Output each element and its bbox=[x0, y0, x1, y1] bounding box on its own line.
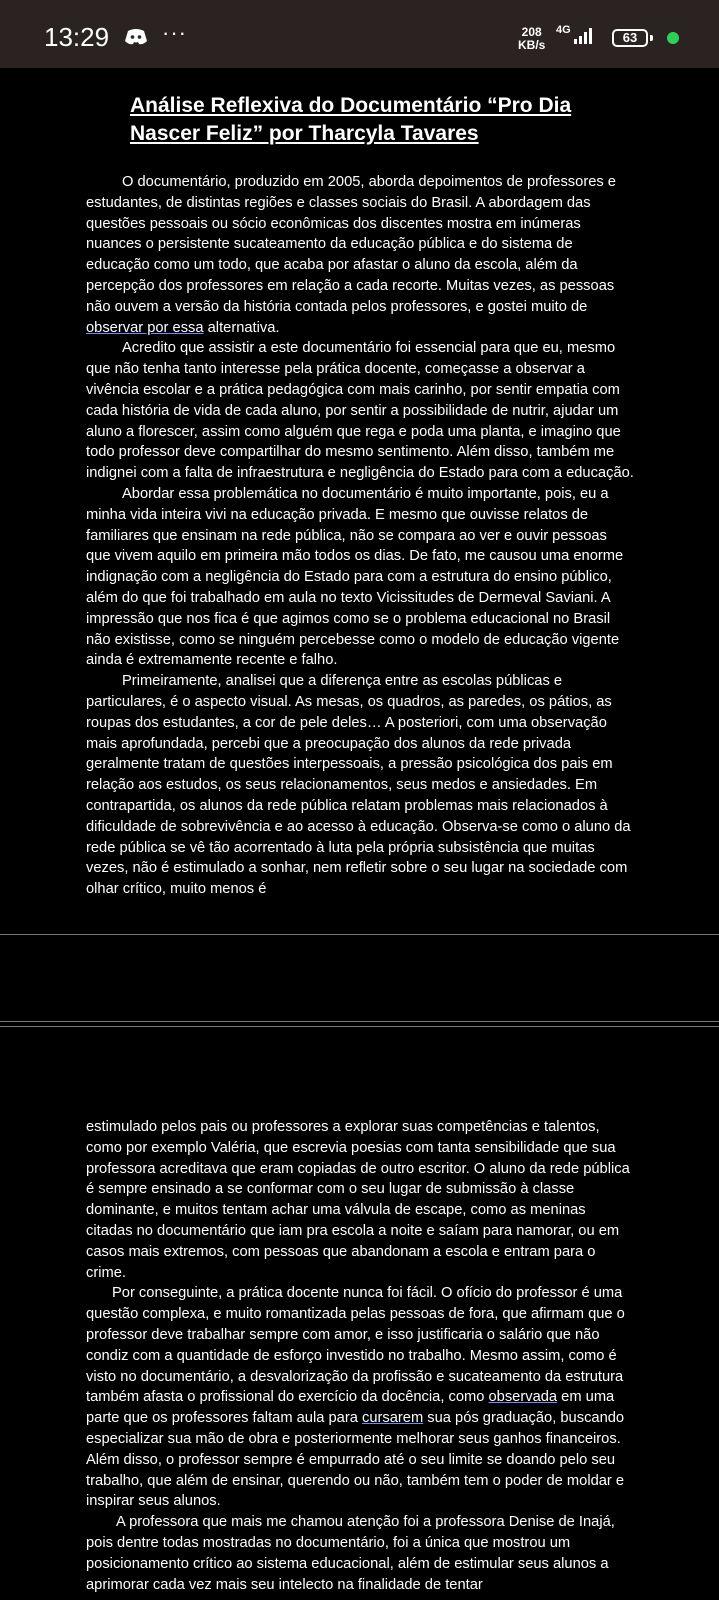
network-speed bbox=[518, 26, 545, 52]
signal-icon bbox=[572, 26, 592, 51]
clock: 13:29 bbox=[44, 22, 110, 52]
battery-tip bbox=[650, 35, 653, 41]
paragraph: Abordar essa problemática no documentário é muito importante, pois, eu a minha vida inteira vivi na educação privada. E mesmo que ouvisse relatos de familiares que ensinam na rede pública, não se compara ao ver e ouvir pessoas que vivem aquilo em primeira mão todos os dias. De fato, me causou uma enorme indignação com a negligência do Estado para com a estrutura do ensino público, além do que foi trabalhado em aula no texto Vicissitudes de Dermeval Saviani. A impressão que nos fica é que agimos como se o problema educacional no Brasil não existisse, como se ninguém percebesse como o modelo de educação vigente ainda é extremamente recente e falho. bbox=[86, 485, 624, 669]
paragraph-text: alternativa. bbox=[203, 319, 280, 336]
discord-icon bbox=[124, 28, 148, 51]
battery-icon: 63 bbox=[612, 29, 648, 47]
paragraph: A professora que mais me chamou atenção foi a professora Denise de Inajá, pois dentre todas mostradas no documentário, foi a única que mostrou um posicionamento crítico ao sistema educacional, além de estimular seus alunos a aprimorar cada vez mais seu intelecto na finalidade de tentar bbox=[86, 1514, 615, 1593]
page-2-body bbox=[86, 1117, 634, 1595]
paragraph-text: em uma parte que os professores faltam aula para bbox=[86, 1389, 615, 1427]
status-bar bbox=[0, 0, 719, 68]
spell-check-underline[interactable]: observar por essa bbox=[86, 319, 204, 336]
document-title: Análise Reflexiva do Documentário “Pro Dia Nascer Feliz” por Tharcyla Tavares bbox=[130, 94, 572, 145]
speed-unit: KB/s bbox=[518, 38, 546, 52]
speed-value: 208 bbox=[521, 25, 542, 39]
paragraph bbox=[86, 1283, 634, 1512]
paragraph-text: sua pós graduação, buscando especializar sua mão de obra e posteriormente melhorar seus ganhos financeiros. Além disso, o professor sempre é empurrado até o seu limite se doando pelo seu trabalho, que além de ensinar, querendo ou não, também tem o poder de moldar e inspirar seus alunos. bbox=[86, 1410, 625, 1510]
paragraph: Primeiramente, analisei que a diferença entre as escolas públicas e particulares, é o aspecto visual. As mesas, os quadros, as paredes, os pátios, as roupas dos estudantes, a cor de pele deles… A posteriori, com uma observação mais aprofundada, percebi que a preocupação dos alunos da rede privada geralmente tratam de questões interpessoais, a pressão psicológica dos pais em relação aos estudos, os seus relacionamentos, seus medos e ansiedades. Em contrapartida, os alunos da rede pública relatam problemas mais relacionados à dificuldade de sobrevivência e ao acesso à educação. Observa-se como o aluno da rede pública se vê tão acorrentado à luta pela própria subsistência que muitas vezes, não é estimulado a sonhar, nem refletir sobre o seu lugar na sociedade com olhar crítico, muito menos é bbox=[86, 673, 631, 898]
privacy-indicator-dot bbox=[667, 32, 679, 44]
paragraph-text: Por conseguinte, a prática docente nunca foi fácil. O ofício do professor é uma questão complexa, e muito romantizada pelas pessoas de fora, que afirmam que o professor deve trabalhar sempre com amor, e isso justificaria o salário que não condiz com a quantidade de esforço investido no trabalho. Mesmo assim, como é visto no documentário, a desvalorização da profissão e sucateamento da estrutura também afasta o profissional do exercício da docência, como bbox=[86, 1285, 625, 1406]
paragraph: Acredito que assistir a este documentário foi essencial para que eu, mesmo que não tenha tanto interesse pela prática docente, começasse a observar a vivência escolar e a prática pedagógica com mais carinho, por sentir empatia com cada história de vida de cada aluno, por sentir a possibilidade de nutrir, ajudar um aluno a florescer, assim como alguém que rega e poda uma planta, e imagino que todo professor deve compartilhar do mesmo sentimento. Além disso, também me indignei com a falta de infraestrutura e negligência do Estado para com a educação. bbox=[86, 340, 634, 482]
network-type: 4G bbox=[556, 24, 571, 36]
spell-check-underline[interactable]: cursarem bbox=[361, 1410, 424, 1427]
paragraph-text: O documentário, produzido em 2005, aborda depoimentos de professores e estudantes, de distintas regiões e classes sociais do Brasil. A abordagem das questões pessoais ou sócio econômicas dos discentes mostra em inúmeras nuances o persistente sucateamento da educação pública e do sistema de educação como um todo, que acaba por afastar o aluno da escola, além da percepção dos professores em relação a cada recorte. Muitas vezes, as pessoas não ouvem a versão da história contada pelos professores, e gostei muito de bbox=[86, 174, 616, 315]
page-divider bbox=[0, 1021, 719, 1022]
document-page-2[interactable] bbox=[0, 1026, 719, 1600]
page-1-body bbox=[86, 172, 634, 900]
paragraph: estimulado pelos pais ou professores a explorar suas competências e talentos, como por exemplo Valéria, que escrevia poesias com tanta sensibilidade que sua professora acreditava que eram copiadas de outro escritor. O aluno da rede pública é sempre ensinado a se conformar com o seu lugar de submissão à classe dominante, e muitos tentam achar uma válvula de escape, como as meninas citadas no documentário que iam pra escola a noite e saíam para namorar, ou em casos mais extremos, com pessoas que abandonam a escola e entram para o crime. bbox=[86, 1119, 630, 1281]
document-page-1[interactable] bbox=[0, 68, 719, 935]
more-notifications-icon: ··· bbox=[162, 20, 187, 45]
paragraph bbox=[86, 172, 634, 338]
spell-check-underline[interactable]: observada bbox=[488, 1389, 558, 1406]
